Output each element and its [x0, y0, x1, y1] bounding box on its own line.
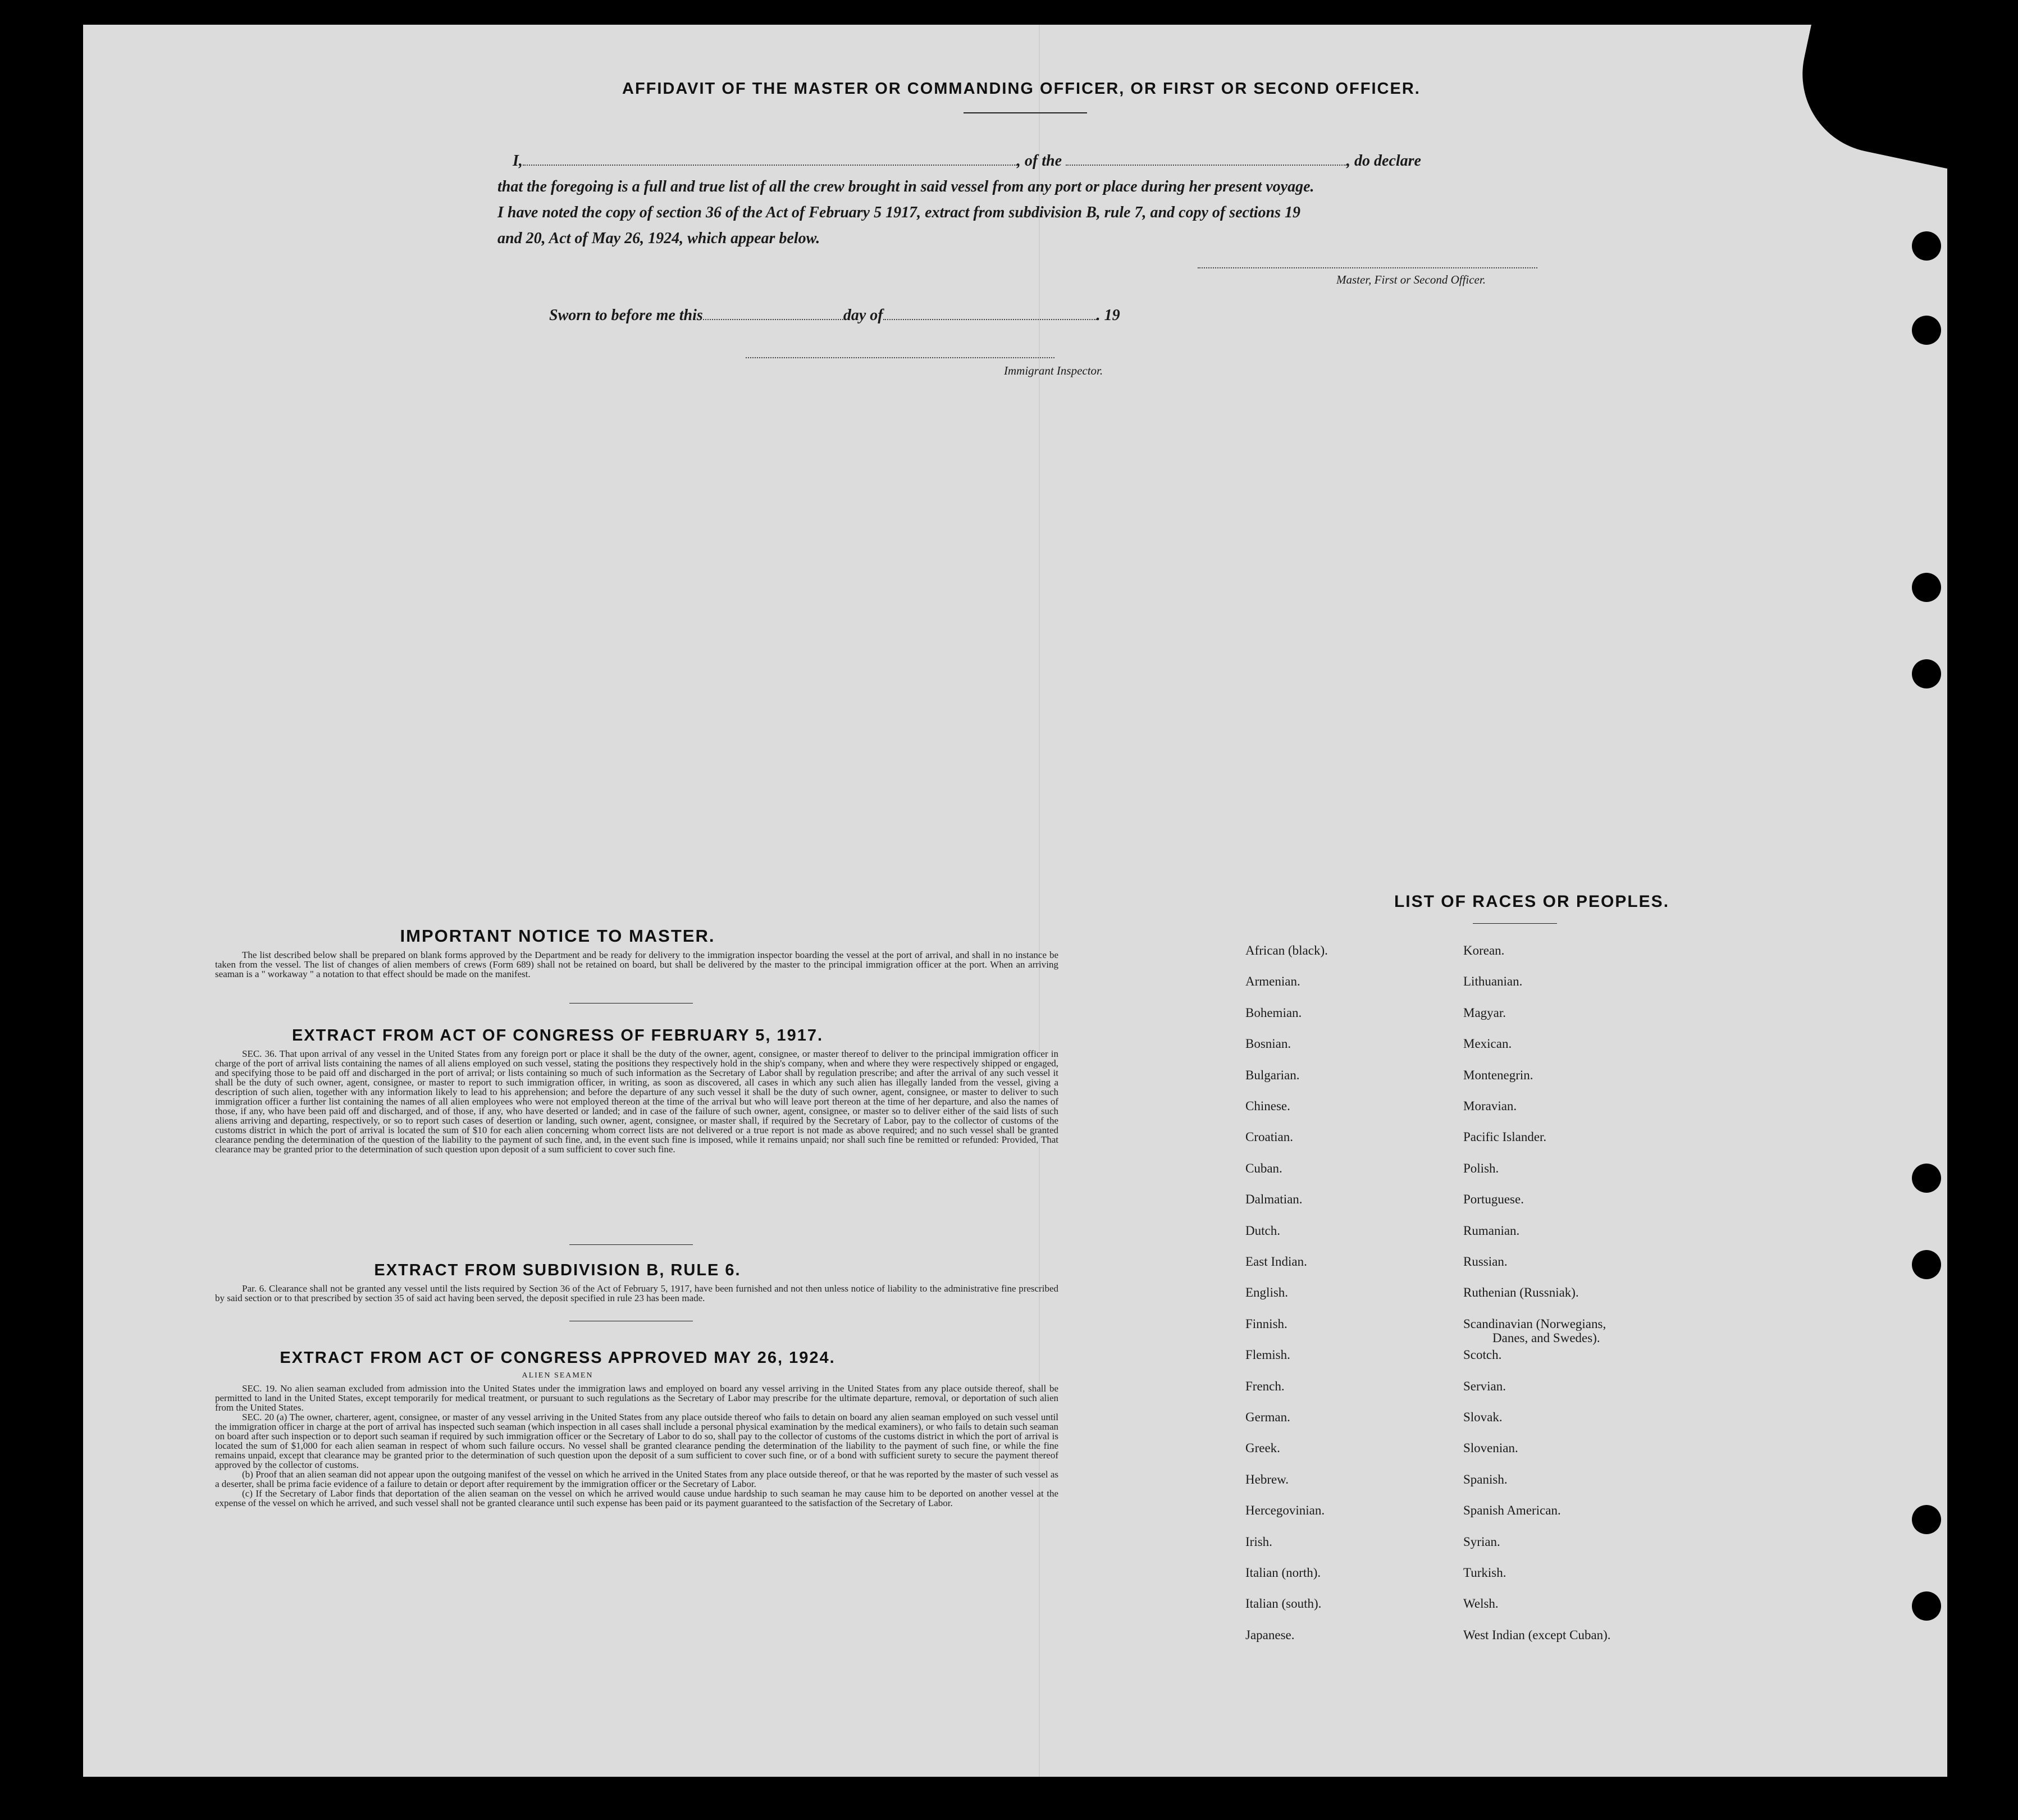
races-title: LIST OF RACES OR PEOPLES.: [1394, 892, 1670, 911]
race-item: Spanish American.: [1463, 1503, 1561, 1518]
subdivision-title: EXTRACT FROM SUBDIVISION B, RULE 6.: [374, 1261, 741, 1279]
race-item: Mexican.: [1463, 1037, 1512, 1051]
title-rule: [964, 112, 1087, 113]
race-item: Japanese.: [1245, 1627, 1295, 1642]
center-fold: [1039, 25, 1040, 1777]
race-item: Ruthenian (Russniak).: [1463, 1285, 1579, 1300]
torn-corner: [1788, 25, 1947, 170]
notice-title: IMPORTANT NOTICE TO MASTER.: [400, 926, 715, 946]
race-item: Magyar.: [1463, 1005, 1506, 1020]
race-item: Korean.: [1463, 943, 1505, 957]
race-item: Welsh.: [1463, 1597, 1499, 1611]
race-item: Bosnian.: [1245, 1037, 1291, 1051]
race-item: Finnish.: [1245, 1316, 1287, 1331]
affidavit-line-3: I have noted the copy of section 36 of the Act of February 5 1917, extract from subdivision B, rule 7, and copy of sections 19: [497, 204, 1301, 221]
sworn-day-field[interactable]: [703, 305, 843, 320]
affidavit-of-the: , of the: [1016, 152, 1062, 170]
sec-20c-text: (c) If the Secretary of Labor finds that deportation of the alien seaman on the vessel on which he arrived would cause undue hardship to such seaman he may cause him to be deported on another vessel at the expense of the vessel on which he arrived, and such vessel shall not be granted clearance until such expense has been paid or its payment guaranteed to the satisfaction of the Secretary of Labor.: [215, 1488, 1058, 1508]
race-item: Bohemian.: [1245, 1005, 1302, 1020]
race-item: Portuguese.: [1463, 1192, 1524, 1207]
race-item: Chinese.: [1245, 1099, 1290, 1113]
alien-seamen-subtitle: ALIEN SEAMEN: [522, 1371, 593, 1380]
extract-1924-body: [215, 1384, 1058, 1508]
notice-text: The list described below shall be prepared on blank forms approved by the Department and be ready for delivery to the immigration inspector boarding the vessel at the port of arrival, and shall in no instance be taken from the vessel. The list of changes of alien members of crews (Form 689) shall not be retained on board, but shall be delivered by the master to the principal immigration officer at the port. When an arriving seaman is a " workaway " a notation to that effect should be made on the manifest.: [215, 950, 1058, 979]
sworn-label: Sworn to before me this: [549, 307, 703, 324]
race-item: Syrian.: [1463, 1534, 1500, 1549]
race-item: Cuban.: [1245, 1161, 1282, 1175]
race-item: Irish.: [1245, 1534, 1272, 1549]
sec-20a-text: SEC. 20 (a) The owner, charterer, agent, consignee, or master of any vessel arriving in the United States from any place outside thereof who fails to detain on board any alien seaman employed on such vessel until the immigration officer in charge at the port of arrival has inspected such seaman (which inspection in all cases shall include a personal physical examination by the medical examiners), or who fails to detain such seaman on board after such inspection or to deport such seaman if required by such immigration officer or the Secretary of Labor to do so, shall pay to the collector of customs of the customs district in which the port of arrival is located the sum of $1,000 for each alien seaman in respect of whom such failure occurs. No vessel shall be granted clearance pending the determination of the liability to the payment of such fine, or while the fine remains unpaid, except that clearance may be granted prior to the determination of such question upon the deposit of a sum sufficient to cover such fine, or of a bond with sufficient surety to secure the payment thereof approved by the collector of customs.: [215, 1412, 1058, 1470]
document-page: [83, 25, 1947, 1777]
race-item: Montenegrin.: [1463, 1068, 1533, 1082]
race-item: West Indian (except Cuban).: [1463, 1627, 1611, 1642]
race-item: Italian (north).: [1245, 1566, 1321, 1580]
race-item-continuation: Danes, and Swedes).: [1492, 1330, 1600, 1345]
race-item: Hercegovinian.: [1245, 1503, 1325, 1518]
race-item: Lithuanian.: [1463, 974, 1523, 989]
binder-hole: [1912, 659, 1941, 688]
binder-hole: [1912, 573, 1941, 602]
race-item: Bulgarian.: [1245, 1068, 1300, 1082]
affidavit-line-4: and 20, Act of May 26, 1924, which appear below.: [497, 230, 820, 247]
binder-hole: [1912, 316, 1941, 345]
race-item: Greek.: [1245, 1441, 1280, 1456]
race-item: Scotch.: [1463, 1348, 1502, 1362]
binder-hole: [1912, 1505, 1941, 1534]
sworn-month-field[interactable]: [883, 305, 1097, 320]
master-signature-line[interactable]: [1198, 267, 1537, 268]
name-field[interactable]: [523, 151, 1017, 166]
race-item: Dalmatian.: [1245, 1192, 1303, 1207]
vessel-field[interactable]: [1066, 151, 1346, 166]
race-item: African (black).: [1245, 943, 1328, 957]
race-item: Slovenian.: [1463, 1441, 1518, 1456]
race-item: Armenian.: [1245, 974, 1300, 989]
race-item: Dutch.: [1245, 1223, 1280, 1238]
race-item: Rumanian.: [1463, 1223, 1520, 1238]
race-item: Spanish.: [1463, 1472, 1508, 1486]
inspector-caption: Immigrant Inspector.: [1004, 364, 1103, 377]
race-item: Moravian.: [1463, 1099, 1517, 1113]
master-caption: Master, First or Second Officer.: [1336, 273, 1486, 286]
day-of-label: day of: [843, 307, 883, 324]
binder-hole: [1912, 1591, 1941, 1621]
year-label: . 19: [1096, 307, 1120, 324]
race-item: Russian.: [1463, 1255, 1508, 1269]
affidavit-title: AFFIDAVIT OF THE MASTER OR COMMANDING OFFICER, OR FIRST OR SECOND OFFICER.: [622, 80, 1421, 98]
race-item: Scandinavian (Norwegians,: [1463, 1316, 1606, 1331]
race-item: Flemish.: [1245, 1348, 1290, 1362]
race-item: East Indian.: [1245, 1255, 1307, 1269]
race-item: English.: [1245, 1285, 1289, 1300]
subdivision-text: Par. 6. Clearance shall not be granted any vessel until the lists required by Section 36 of the Act of February 5, 1917, have been furnished and not then unless notice of liability to the administrative fine prescribed by said section or to that prescribed by section 35 of said act having been served, the deposit specified in rule 23 has been made.: [215, 1283, 1058, 1303]
binder-hole: [1912, 1250, 1941, 1279]
binder-hole: [1912, 1164, 1941, 1193]
extract-1924-title: EXTRACT FROM ACT OF CONGRESS APPROVED MAY 26, 1924.: [280, 1349, 835, 1367]
race-item: Italian (south).: [1245, 1597, 1322, 1611]
extract-1917-title: EXTRACT FROM ACT OF CONGRESS OF FEBRUARY 5, 1917.: [291, 1027, 824, 1044]
extract-1917-rule: [569, 1244, 693, 1245]
race-item: German.: [1245, 1410, 1290, 1424]
affidavit-i: I,: [513, 152, 523, 170]
race-item: French.: [1245, 1379, 1285, 1393]
sec-19-text: SEC. 19. No alien seaman excluded from admission into the United States under the immigration laws and employed on board any vessel arriving in the United States from any place outside thereof, shall be permitted to land in the United States, except temporarily for medical treatment, or pursuant to such regulations as the Secretary of Labor may prescribe for the ultimate departure, removal, or deportation of such alien from the United States.: [215, 1383, 1058, 1413]
inspector-signature-line[interactable]: [746, 357, 1054, 358]
affidavit-do-declare: , do declare: [1346, 152, 1421, 170]
race-item: Slovak.: [1463, 1410, 1503, 1424]
race-item: Hebrew.: [1245, 1472, 1289, 1486]
race-item: Servian.: [1463, 1379, 1506, 1393]
races-rule: [1473, 923, 1557, 924]
race-item: Polish.: [1463, 1161, 1499, 1175]
race-item: Pacific Islander.: [1463, 1130, 1547, 1144]
sec-20b-text: (b) Proof that an alien seaman did not appear upon the outgoing manifest of the vessel on which he arrived in the United States from any place outside thereof, or that he was reported by the master of such vessel as a deserter, shall be prima facie evidence of a failure to detain or deport after requirement by the immigration officer or the Secretary of Labor.: [215, 1469, 1058, 1489]
affidavit-line-2: that the foregoing is a full and true list of all the crew brought in said vessel from any port or place during her present voyage.: [497, 178, 1314, 195]
sworn-line: [549, 305, 1120, 325]
extract-1917-text: SEC. 36. That upon arrival of any vessel in the United States from any foreign port or place it shall be the duty of the owner, agent, consignee, or master thereof to deliver to the principal immigration officer in charge of the port of arrival lists containing the names of all aliens employed on such vessel, stating the positions they respectively hold in the ship's company, when and where they were respectively shipped or engaged, and specifying those to be paid off and discharged in the port of arrival; or lists containing so much of such information as the Secretary of Labor shall by regulation prescribe; and after the arrival of any such vessel it shall be the duty of such owner, agent, consignee, or master to report to such immigration officer, in writing, as soon as discovered, all cases in which any such alien has illegally landed from the vessel, giving a description of such alien, together with any information likely to lead to his apprehension; and before the departure of any such vessel it shall be the duty of such owner, agent, consignee, or master to deliver to such immigration officer a further list containing the names of all alien employees who were not employed thereon at the time of the arrival but who will leave port thereon at the time of her departure, and also the names of those, if any, who have been paid off and discharged, and of those, if any, who have deserted or landed; and in case of the failure of such owner, agent, consignee, or master so to deliver either of the said lists of such aliens arriving and departing, respectively, or so to report such cases of desertion or landing, such owner, agent, consignee, or master shall, if required by the Secretary of Labor, pay to the collector of customs of the customs district in which the port of arrival is located the sum of $10 for each alien concerning whom correct lists are not delivered or a true report is not made as above required; and no such vessel shall be granted clearance pending the determination of the question of the liability to the payment of such fine, and, in the event such fine is imposed, while it remains unpaid; nor shall such fine be remitted or refunded: Provided, That clearance may be granted prior to the determination of such question upon deposit of a sum sufficient to cover such fine.: [215, 1048, 1058, 1155]
affidavit-body: [497, 148, 1636, 252]
race-item: Croatian.: [1245, 1130, 1293, 1144]
binder-hole: [1912, 231, 1941, 261]
race-item: Turkish.: [1463, 1566, 1506, 1580]
